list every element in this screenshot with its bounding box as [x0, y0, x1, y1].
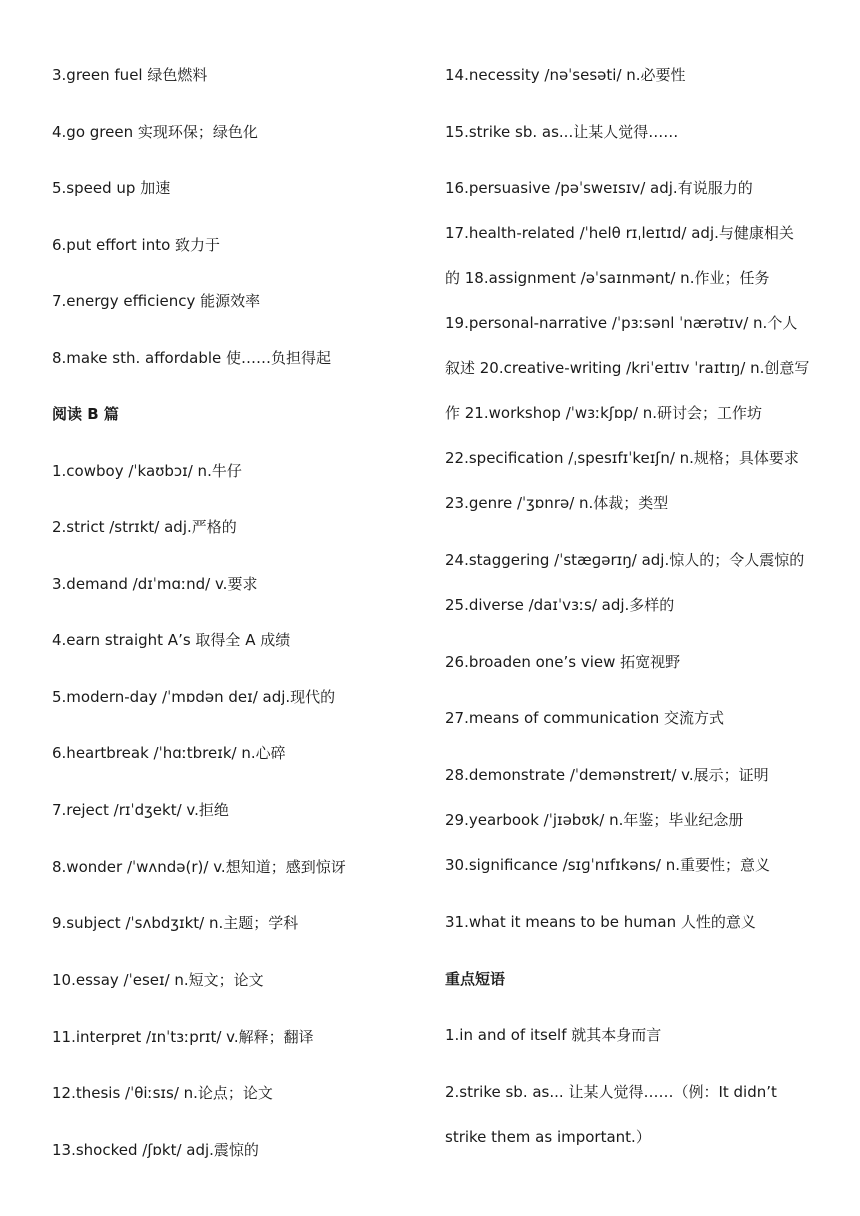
vocab-item: 7.reject /rɪˈdʒekt/ v.拒绝	[52, 801, 229, 819]
vocab-item: 8.make sth. affordable 使……负担得起	[52, 349, 332, 367]
vocab-item: 30.significance /sɪɡˈnɪfɪkəns/ n.重要性；意义	[445, 856, 771, 874]
vocab-item: 9.subject /ˈsʌbdʒɪkt/ n.主题；学科	[52, 914, 299, 932]
vocab-item: 叙述 20.creative-writing /kriˈeɪtɪv ˈraɪtɪŋ/ n.创意写	[445, 359, 810, 377]
vocab-item: 19.personal-narrative /ˈpɜːsənl ˈnærətɪv/ n.个人	[445, 314, 798, 332]
vocab-item: 26.broaden one’s view 拓宽视野	[445, 653, 681, 671]
vocab-item: 11.interpret /ɪnˈtɜːprɪt/ v.解释；翻译	[52, 1028, 314, 1046]
vocab-item: 22.specification /ˌspesɪfɪˈkeɪʃn/ n.规格；具体要求	[445, 449, 799, 467]
vocab-item: 1.cowboy /ˈkaʊbɔɪ/ n.牛仔	[52, 462, 242, 480]
phrase-item: 2.strike sb. as... 让某人觉得……（例：It didn’t	[445, 1083, 777, 1101]
vocab-item: 作 21.workshop /ˈwɜːkʃɒp/ n.研讨会；工作坊	[445, 404, 763, 422]
vocab-item: 25.diverse /daɪˈvɜːs/ adj.多样的	[445, 596, 675, 614]
vocab-item: 28.demonstrate /ˈdemənstreɪt/ v.展示；证明	[445, 766, 769, 784]
vocab-item: 4.earn straight A’s 取得全 A 成绩	[52, 631, 291, 649]
section-heading-reading-b: 阅读 B 篇	[52, 405, 119, 423]
vocab-item: 6.put effort into 致力于	[52, 236, 221, 254]
section-heading-key-phrases: 重点短语	[445, 970, 506, 988]
vocab-item: 3.demand /dɪˈmɑːnd/ v.要求	[52, 575, 258, 593]
vocab-item: 10.essay /ˈeseɪ/ n.短文；论文	[52, 971, 264, 989]
vocab-item: 3.green fuel 绿色燃料	[52, 66, 208, 84]
phrase-item: 1.in and of itself 就其本身而言	[445, 1026, 662, 1044]
vocab-item: 5.speed up 加速	[52, 179, 171, 197]
vocab-item: 6.heartbreak /ˈhɑːtbreɪk/ n.心碎	[52, 744, 286, 762]
vocab-item: 13.shocked /ʃɒkt/ adj.震惊的	[52, 1141, 259, 1159]
vocab-item: 4.go green 实现环保；绿色化	[52, 123, 258, 141]
vocab-item: 31.what it means to be human 人性的意义	[445, 913, 756, 931]
vocab-item: 8.wonder /ˈwʌndə(r)/ v.想知道；感到惊讶	[52, 858, 346, 876]
vocab-item: 5.modern-day /ˈmɒdən deɪ/ adj.现代的	[52, 688, 336, 706]
vocab-item: 2.strict /strɪkt/ adj.严格的	[52, 518, 237, 536]
vocab-item: 15.strike sb. as...让某人觉得……	[445, 123, 679, 141]
vocab-item: 14.necessity /nəˈsesəti/ n.必要性	[445, 66, 686, 84]
vocab-item: 的 18.assignment /əˈsaɪnmənt/ n.作业；任务	[445, 269, 770, 287]
vocab-item: 17.health-related /ˈhelθ rɪˌleɪtɪd/ adj.与健康相关	[445, 224, 794, 242]
vocab-item: 29.yearbook /ˈjɪəbʊk/ n.年鉴；毕业纪念册	[445, 811, 744, 829]
vocab-item: 27.means of communication 交流方式	[445, 709, 724, 727]
vocab-item: 24.staggering /ˈstæɡərɪŋ/ adj.惊人的；令人震惊的	[445, 551, 805, 569]
vocab-item: 7.energy efficiency 能源效率	[52, 292, 261, 310]
vocab-item: 12.thesis /ˈθiːsɪs/ n.论点；论文	[52, 1084, 273, 1102]
vocab-item: 16.persuasive /pəˈsweɪsɪv/ adj.有说服力的	[445, 179, 753, 197]
phrase-item: strike them as important.）	[445, 1128, 651, 1146]
vocab-item: 23.genre /ˈʒɒnrə/ n.体裁；类型	[445, 494, 669, 512]
